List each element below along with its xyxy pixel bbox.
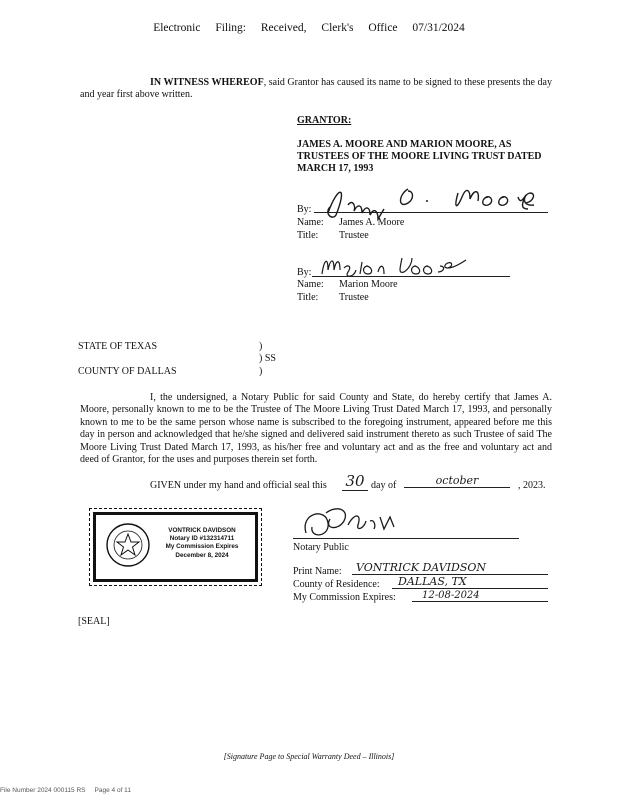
filing-header: Electronic Filing: Received, Clerk's Office 07/31/2024 (153, 22, 465, 34)
venue-paren-1: ) (259, 341, 263, 352)
given-prefix: GIVEN under my hand and official seal this (150, 480, 327, 491)
given-month: october (404, 474, 510, 488)
venue-state: STATE OF TEXAS (78, 341, 158, 352)
grantor-name: JAMES A. MOORE AND MARION MOORE, AS TRUSTEES OF THE MOORE LIVING TRUST DATED MARCH 17, 1993 (297, 139, 542, 174)
signer2-signature (318, 252, 478, 280)
witness-lead: IN WITNESS WHEREOF (150, 77, 264, 88)
stamp-text-block (148, 527, 256, 560)
signer1-name: James A. Moore (339, 217, 405, 228)
stamp-name: VONTRICK DAVIDSON (168, 527, 236, 534)
witness-text: , said Grantor has caused its name to be signed to these presents the day and year first above written. (80, 77, 552, 101)
county-residence-value: DALLAS, TX (392, 575, 548, 589)
commission-expires-value: 12-08-2024 (412, 590, 548, 602)
notary-signature-line (293, 526, 519, 539)
signer2-title-label: Title: (297, 292, 319, 303)
grantor-heading: GRANTOR: (297, 115, 352, 126)
given-day: 30 (342, 472, 368, 491)
signer2-name: Marion Moore (339, 279, 398, 290)
signer2-by-label: By: (297, 267, 312, 278)
venue-county: COUNTY OF DALLAS (78, 366, 177, 377)
county-residence-label: County of Residence: (293, 579, 380, 590)
bottom-file-number: File Number 2024 000115 RS Page 4 of 11 (0, 787, 131, 794)
page-number: Page 4 of 11 (94, 787, 131, 794)
stamp-id: Notary ID #132314711 (169, 535, 235, 543)
notary-public-label: Notary Public (293, 542, 349, 553)
print-name-label: Print Name: (293, 566, 342, 577)
print-name-value: VONTRICK DAVIDSON (352, 561, 548, 575)
acknowledgment-paragraph: I, the undersigned, a Notary Public for said County and State, do hereby certify that James A. Moore, personally known to me to be the Trustee of The Moore Living Trust Dated March 17, 1993, and personally known to me to be the same person whose name is subscribed to the foregoing instrument, appeared before me this day in person and acknowledged that he/she signed and delivered said instrument thereto as such Trustee of said The Moore Living Trust Dated March 17, 1993, as his/her free and voluntary act and as the free and voluntary act and deed of Grantor, for the uses and purposes therein set forth. (80, 392, 552, 466)
stamp-expires-date: December 8, 2024 (175, 551, 229, 559)
witness-paragraph (80, 77, 552, 102)
page-footer: [Signature Page to Special Warranty Deed – Illinois] (223, 752, 395, 761)
venue-paren-3: ) (259, 366, 263, 377)
signer2-name-label: Name: (297, 279, 324, 290)
commission-expires-label: My Commission Expires: (293, 592, 396, 603)
stamp-expires-label: My Commission Expires (165, 543, 239, 551)
signer1-title: Trustee (339, 230, 369, 241)
given-year: , 2023. (518, 480, 546, 491)
notary-seal-icon (104, 521, 152, 569)
venue-ss: ) SS (259, 353, 276, 364)
given-day-of: day of (371, 480, 397, 491)
signer1-title-label: Title: (297, 230, 319, 241)
signer1-by-label: By: (297, 204, 312, 215)
signer1-name-label: Name: (297, 217, 324, 228)
notary-stamp (93, 512, 258, 582)
signer2-title: Trustee (339, 292, 369, 303)
seal-label: [SEAL] (78, 616, 110, 627)
